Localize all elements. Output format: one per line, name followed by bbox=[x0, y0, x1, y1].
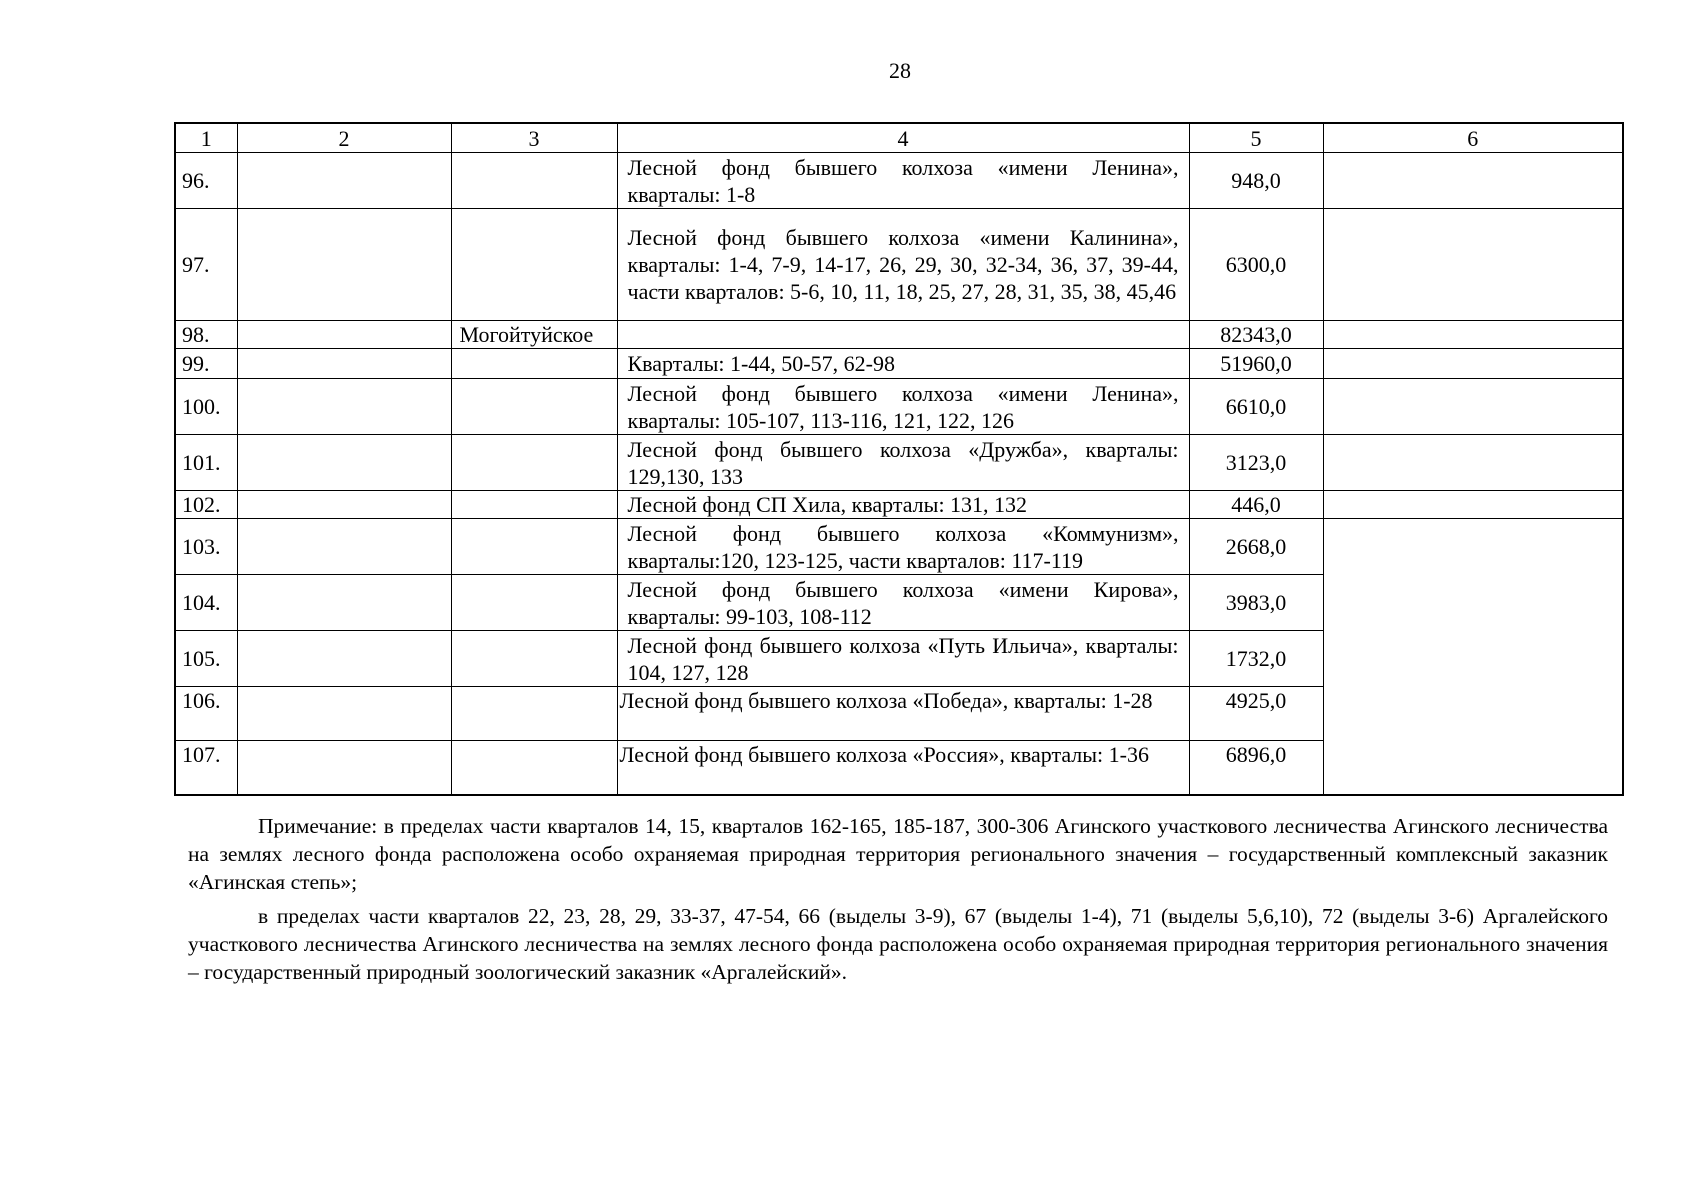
lesnichestvo-cell bbox=[451, 631, 617, 687]
page-number: 28 bbox=[889, 58, 911, 83]
row-number: 98. bbox=[175, 321, 237, 349]
table-row bbox=[175, 321, 1623, 349]
description-cell: Лесной фонд бывшего колхоза «Россия», кварталы: 1-36 bbox=[617, 741, 1189, 795]
description-cell: Лесной фонд бывшего колхоза «Дружба», кварталы: 129,130, 133 bbox=[617, 435, 1189, 491]
empty-cell bbox=[237, 435, 451, 491]
row-number: 103. bbox=[175, 519, 237, 575]
empty-cell bbox=[237, 321, 451, 349]
description-cell: Лесной фонд бывшего колхоза «Коммунизм», кварталы:120, 123-125, части кварталов: 117-119 bbox=[617, 519, 1189, 575]
row-number: 104. bbox=[175, 575, 237, 631]
row-number: 106. bbox=[175, 687, 237, 741]
lesnichestvo-cell bbox=[451, 575, 617, 631]
row-number: 101. bbox=[175, 435, 237, 491]
description-cell bbox=[617, 321, 1189, 349]
table-row bbox=[175, 491, 1623, 519]
empty-cell bbox=[1323, 379, 1623, 435]
description-cell: Лесной фонд бывшего колхоза «имени Калинина», кварталы: 1-4, 7-9, 14-17, 26, 29, 30, 32-34, 36, 37, 39-44, части кварталов: 5-6, 10, 11, 18, 25, 27, 28, 31, 35, 38, 45,46 bbox=[617, 209, 1189, 321]
lesnichestvo-cell bbox=[451, 153, 617, 209]
row-number: 100. bbox=[175, 379, 237, 435]
empty-cell bbox=[237, 153, 451, 209]
lesnichestvo-cell bbox=[451, 209, 617, 321]
area-cell: 82343,0 bbox=[1189, 321, 1323, 349]
table-row bbox=[175, 519, 1623, 575]
forest-table-container bbox=[174, 122, 1622, 796]
forest-table bbox=[174, 122, 1624, 796]
area-cell: 3983,0 bbox=[1189, 575, 1323, 631]
empty-cell bbox=[1323, 153, 1623, 209]
row-number: 107. bbox=[175, 741, 237, 795]
area-cell: 6610,0 bbox=[1189, 379, 1323, 435]
empty-cell bbox=[237, 349, 451, 379]
note-paragraph: в пределах части кварталов 22, 23, 28, 29, 33-37, 47-54, 66 (выделы 3-9), 67 (выделы 1-4), 71 (выделы 5,6,10), 72 (выделы 3-6) Аргалейского участкового лесничества Агинского лесничества на землях лесного фонда расположена особо охраняемая природная территория регионального значения – государственный природный зоологический заказник «Аргалейский». bbox=[188, 904, 1608, 984]
table-row bbox=[175, 349, 1623, 379]
row-number: 96. bbox=[175, 153, 237, 209]
lesnichestvo-cell bbox=[451, 519, 617, 575]
lesnichestvo-cell bbox=[451, 349, 617, 379]
empty-cell bbox=[237, 491, 451, 519]
notes-section bbox=[188, 812, 1608, 992]
area-cell: 6896,0 bbox=[1189, 741, 1323, 795]
empty-cell bbox=[1323, 491, 1623, 519]
description-cell: Кварталы: 1-44, 50-57, 62-98 bbox=[617, 349, 1189, 379]
empty-cell bbox=[237, 687, 451, 741]
area-cell: 1732,0 bbox=[1189, 631, 1323, 687]
empty-cell bbox=[1323, 435, 1623, 491]
header-cell: 4 bbox=[617, 123, 1189, 153]
table-row bbox=[175, 153, 1623, 209]
row-number: 99. bbox=[175, 349, 237, 379]
header-cell: 2 bbox=[237, 123, 451, 153]
empty-merged-cell bbox=[1323, 519, 1623, 795]
lesnichestvo-cell bbox=[451, 741, 617, 795]
lesnichestvo-cell bbox=[451, 379, 617, 435]
empty-cell bbox=[237, 379, 451, 435]
lesnichestvo-cell: Могойтуйское bbox=[451, 321, 617, 349]
area-cell: 3123,0 bbox=[1189, 435, 1323, 491]
header-row bbox=[175, 123, 1623, 153]
table-row bbox=[175, 435, 1623, 491]
area-cell: 51960,0 bbox=[1189, 349, 1323, 379]
empty-cell bbox=[237, 575, 451, 631]
row-number: 97. bbox=[175, 209, 237, 321]
row-number: 102. bbox=[175, 491, 237, 519]
header-cell: 5 bbox=[1189, 123, 1323, 153]
empty-cell bbox=[237, 631, 451, 687]
row-number: 105. bbox=[175, 631, 237, 687]
table-row bbox=[175, 379, 1623, 435]
header-cell: 1 bbox=[175, 123, 237, 153]
header-cell: 6 bbox=[1323, 123, 1623, 153]
empty-cell bbox=[237, 519, 451, 575]
description-cell: Лесной фонд бывшего колхоза «Путь Ильича», кварталы: 104, 127, 128 bbox=[617, 631, 1189, 687]
empty-cell bbox=[237, 741, 451, 795]
lesnichestvo-cell bbox=[451, 687, 617, 741]
header-cell: 3 bbox=[451, 123, 617, 153]
lesnichestvo-cell bbox=[451, 435, 617, 491]
area-cell: 6300,0 bbox=[1189, 209, 1323, 321]
note-paragraph: Примечание: в пределах части кварталов 14, 15, кварталов 162-165, 185-187, 300-306 Агинского участкового лесничества Агинского лесничества на землях лесного фонда расположена особо охраняемая природная территория регионального значения – государственный комплексный заказник «Агинская степь»; bbox=[188, 814, 1608, 894]
area-cell: 948,0 bbox=[1189, 153, 1323, 209]
area-cell: 446,0 bbox=[1189, 491, 1323, 519]
description-cell: Лесной фонд бывшего колхоза «имени Ленина», кварталы: 105-107, 113-116, 121, 122, 126 bbox=[617, 379, 1189, 435]
description-cell: Лесной фонд бывшего колхоза «имени Кирова», кварталы: 99-103, 108-112 bbox=[617, 575, 1189, 631]
empty-cell bbox=[237, 209, 451, 321]
lesnichestvo-cell bbox=[451, 491, 617, 519]
empty-cell bbox=[1323, 349, 1623, 379]
description-cell: Лесной фонд СП Хила, кварталы: 131, 132 bbox=[617, 491, 1189, 519]
area-cell: 4925,0 bbox=[1189, 687, 1323, 741]
table-row bbox=[175, 209, 1623, 321]
area-cell: 2668,0 bbox=[1189, 519, 1323, 575]
description-cell: Лесной фонд бывшего колхоза «имени Ленина», кварталы: 1-8 bbox=[617, 153, 1189, 209]
empty-cell bbox=[1323, 321, 1623, 349]
description-cell: Лесной фонд бывшего колхоза «Победа», кварталы: 1-28 bbox=[617, 687, 1189, 741]
empty-cell bbox=[1323, 209, 1623, 321]
